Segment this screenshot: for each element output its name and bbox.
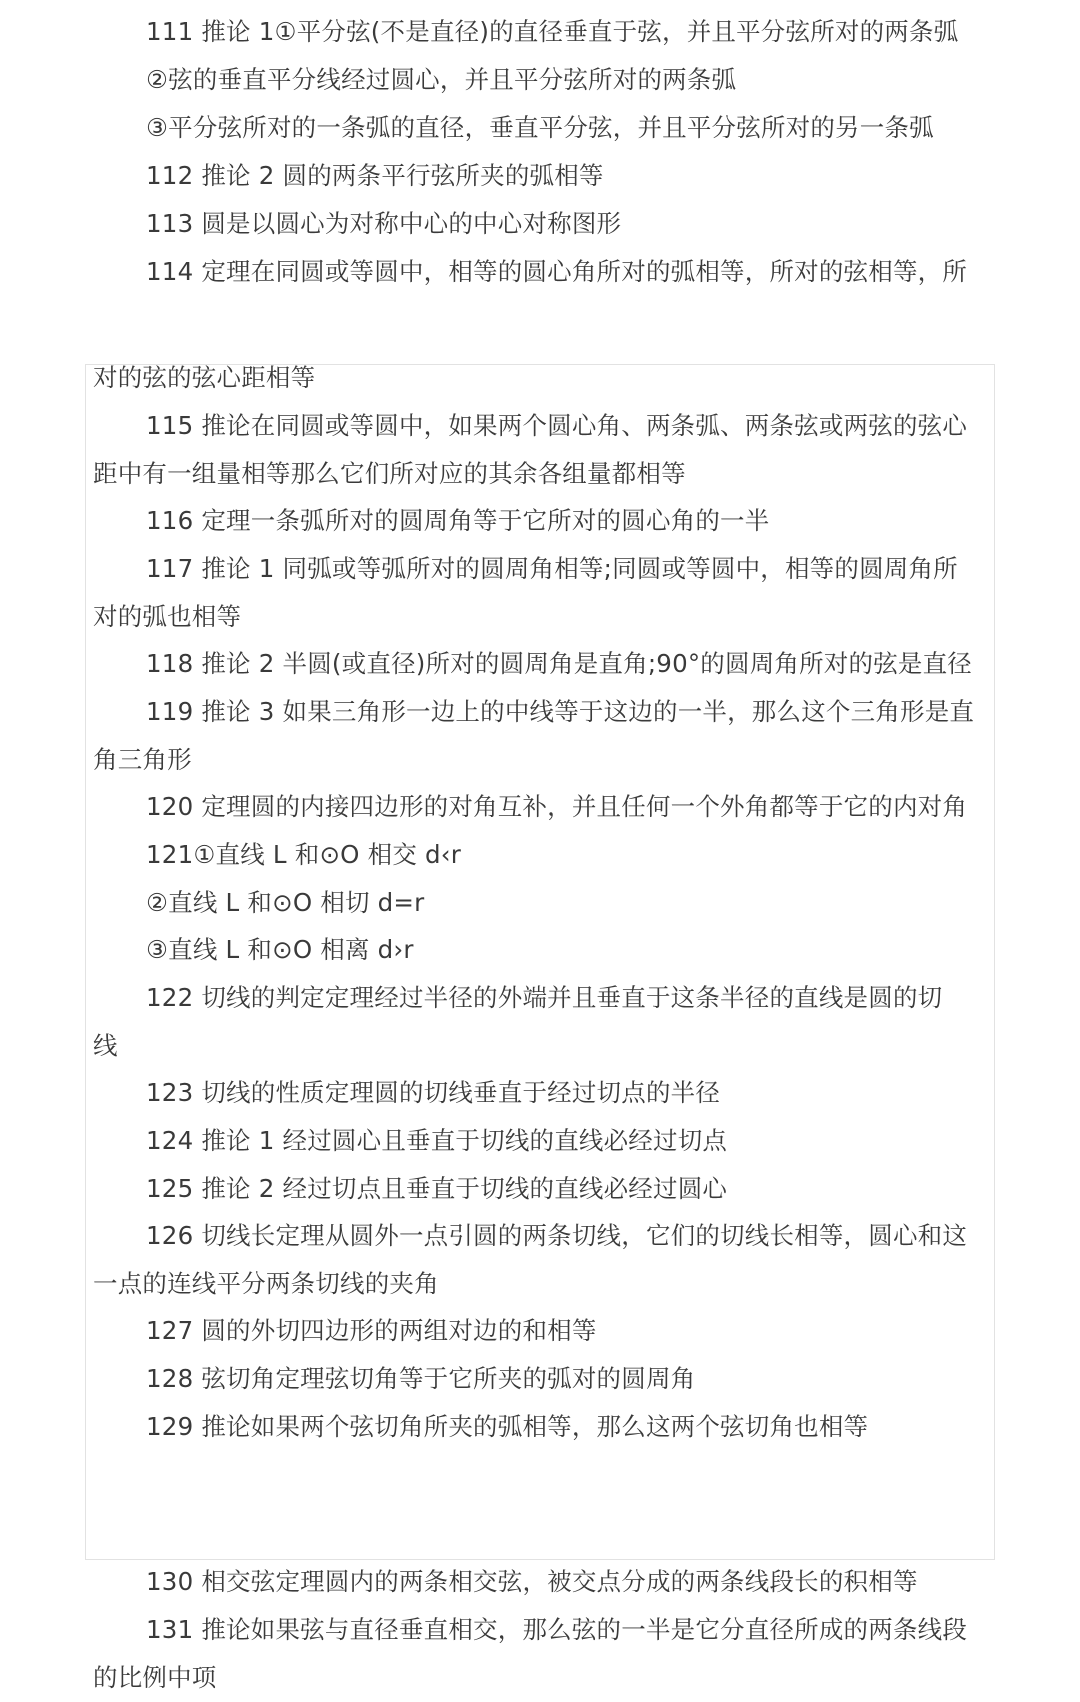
text-line: 距中有一组量相等那么它们所对应的其余各组量都相等 — [93, 459, 686, 488]
text-line: 125 推论 2 经过切点且垂直于切线的直线必经过圆心 — [146, 1174, 728, 1203]
text-line: 123 切线的性质定理圆的切线垂直于经过切点的半径 — [146, 1078, 721, 1107]
text-line: ②直线 L 和⊙O 相切 d=r — [146, 888, 425, 917]
text-line: ③平分弦所对的一条弧的直径，垂直平分弦，并且平分弦所对的另一条弧 — [146, 113, 934, 142]
text-line: 129 推论如果两个弦切角所夹的弧相等，那么这两个弦切角也相等 — [146, 1412, 869, 1441]
text-line: 角三角形 — [93, 745, 192, 774]
text-line: 一点的连线平分两条切线的夹角 — [93, 1269, 439, 1298]
text-line: 的比例中项 — [93, 1663, 217, 1692]
text-line: 113 圆是以圆心为对称中心的中心对称图形 — [146, 209, 622, 238]
text-line: 112 推论 2 圆的两条平行弦所夹的弧相等 — [146, 161, 604, 190]
text-line: 线 — [93, 1031, 118, 1060]
text-line: 115 推论在同圆或等圆中，如果两个圆心角、两条弧、两条弦或两弦的弦心 — [146, 411, 968, 440]
text-line: 121①直线 L 和⊙O 相交 d‹r — [146, 840, 462, 869]
text-line: 120 定理圆的内接四边形的对角互补，并且任何一个外角都等于它的内对角 — [146, 792, 968, 821]
text-line: ②弦的垂直平分线经过圆心，并且平分弦所对的两条弧 — [146, 65, 737, 94]
text-line: 128 弦切角定理弦切角等于它所夹的弧对的圆周角 — [146, 1364, 696, 1393]
text-line: 118 推论 2 半圆(或直径)所对的圆周角是直角;90°的圆周角所对的弦是直径 — [146, 649, 973, 678]
text-line: 对的弧也相等 — [93, 602, 242, 631]
text-line: 122 切线的判定定理经过半径的外端并且垂直于这条半径的直线是圆的切 — [146, 983, 943, 1012]
text-line: 131 推论如果弦与直径垂直相交，那么弦的一半是它分直径所成的两条线段 — [146, 1615, 968, 1644]
text-line: 117 推论 1 同弧或等弧所对的圆周角相等;同圆或等圆中，相等的圆周角所 — [146, 554, 958, 583]
text-line: ③直线 L 和⊙O 相离 d›r — [146, 935, 414, 964]
text-line: 对的弦的弦心距相等 — [93, 363, 316, 392]
text-line: 124 推论 1 经过圆心且垂直于切线的直线必经过切点 — [146, 1126, 728, 1155]
text-line: 119 推论 3 如果三角形一边上的中线等于这边的一半，那么这个三角形是直 — [146, 697, 975, 726]
text-line: 111 推论 1①平分弦(不是直径)的直径垂直于弦，并且平分弦所对的两条弧 — [146, 17, 959, 46]
text-line: 116 定理一条弧所对的圆周角等于它所对的圆心角的一半 — [146, 506, 770, 535]
text-line: 127 圆的外切四边形的两组对边的和相等 — [146, 1316, 597, 1345]
text-line: 114 定理在同圆或等圆中，相等的圆心角所对的弧相等，所对的弦相等，所 — [146, 257, 968, 286]
text-line: 126 切线长定理从圆外一点引圆的两条切线，它们的切线长相等，圆心和这 — [146, 1221, 968, 1250]
text-line: 130 相交弦定理圆内的两条相交弦，被交点分成的两条线段长的积相等 — [146, 1567, 918, 1596]
